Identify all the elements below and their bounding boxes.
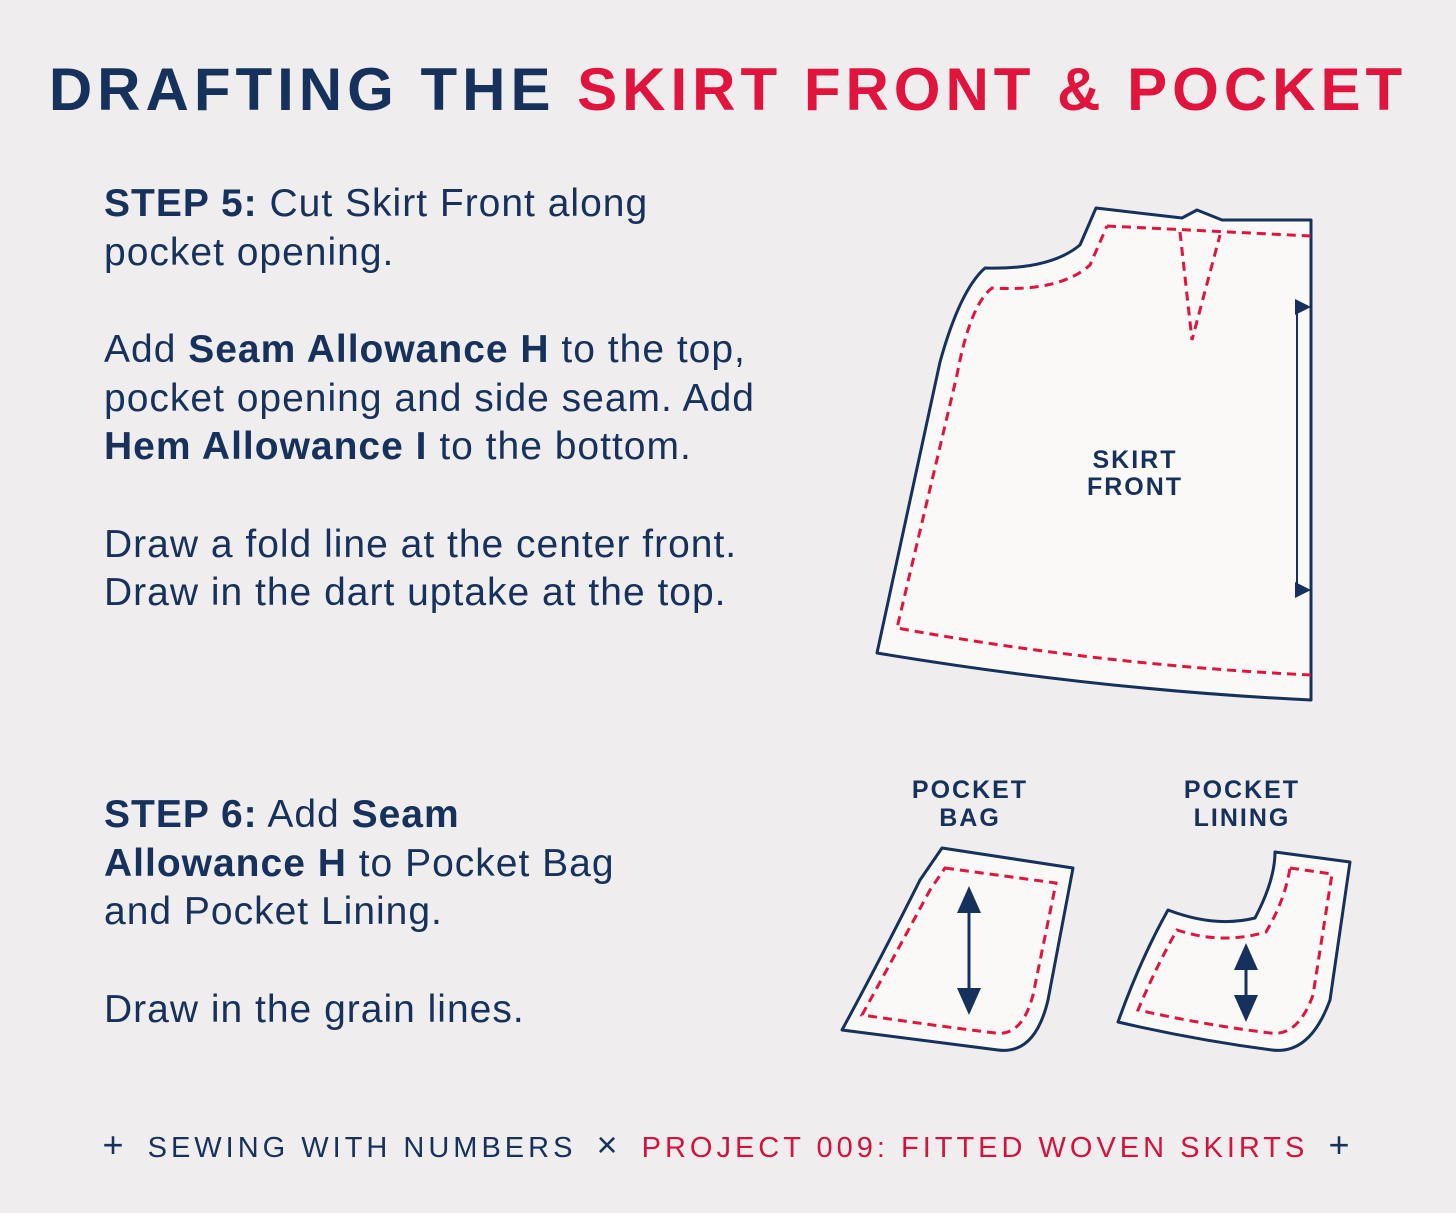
title-part-red: SKIRT FRONT & POCKET [577, 56, 1408, 123]
step-6-paragraph-2: Draw in the grain lines. [104, 987, 525, 1031]
footer-project: PROJECT 009: FITTED WOVEN SKIRTS [641, 1132, 1309, 1164]
step-5-paragraph-3: Draw a fold line at the center front. Draw in the dart uptake at the top. [104, 522, 738, 614]
pocket-bag-outline [842, 848, 1073, 1050]
footer [0, 1124, 1456, 1166]
skirt-front-label-1: SKIRT [1092, 446, 1178, 474]
footer-plus-right: + [1328, 1124, 1354, 1165]
pocket-lining-label-2: LINING [1193, 804, 1291, 832]
step-5-text-1: Cut Skirt Front along pocket opening. [104, 182, 649, 274]
step-5-text-2c: to the top, pocket opening and side seam. Add [104, 328, 755, 420]
footer-times: × [596, 1124, 622, 1165]
pocket-lining-piece [1118, 776, 1350, 1050]
step-5-hem-allowance: Hem Allowance I [104, 425, 428, 468]
pocket-bag-label-1: POCKET [911, 776, 1029, 804]
step-6-text-c: to Pocket Bag and Pocket Lining. [104, 841, 615, 933]
pocket-lining-label-1: POCKET [1183, 776, 1301, 804]
step-5-text-2e: to the bottom. [427, 425, 692, 468]
footer-plus-left: + [102, 1124, 128, 1165]
step-6-seam-allowance: Seam Allowance H [104, 793, 460, 885]
pocket-bag-piece [842, 776, 1073, 1050]
step-5-text-2a: Add [104, 328, 189, 371]
step-6-text-a: Add [257, 793, 352, 836]
pocket-bag-label-2: BAG [939, 804, 1001, 832]
step-6-heading: STEP 6: [104, 793, 258, 836]
step-5-heading: STEP 5: [104, 182, 258, 225]
footer-brand: SEWING WITH NUMBERS [147, 1132, 577, 1164]
title-part-navy: DRAFTING THE [48, 56, 556, 123]
pocket-lining-outline [1118, 852, 1350, 1050]
step-5-seam-allowance: Seam Allowance H [188, 328, 550, 371]
skirt-front-piece [877, 208, 1311, 700]
skirt-front-label-2: FRONT [1086, 473, 1184, 501]
